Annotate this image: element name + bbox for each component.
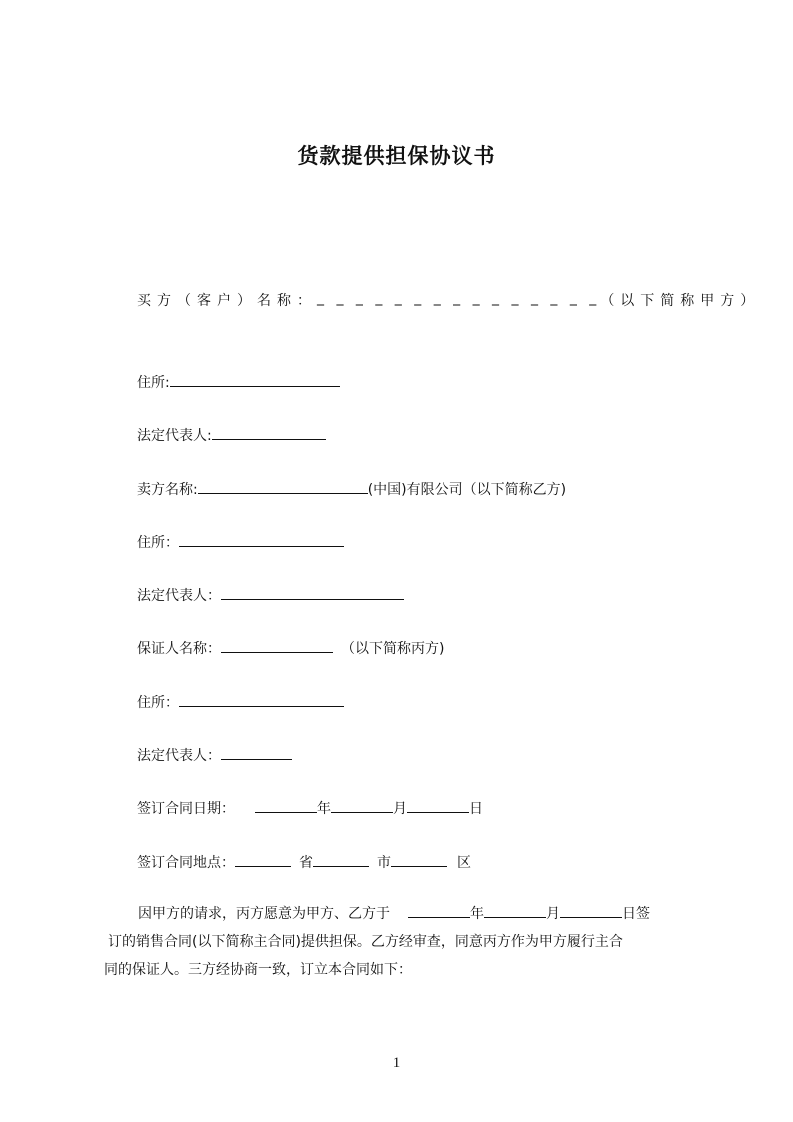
guarantor-rep-label: 法定代表人： [137, 748, 221, 764]
intro-paragraph [104, 900, 704, 984]
sign-month-unit: 月 [393, 801, 407, 817]
guarantor-rep-line [137, 744, 292, 766]
sign-province-blank [235, 851, 291, 867]
guarantor-name-label: 保证人名称： [137, 641, 221, 657]
main-contract-year-blank [408, 902, 470, 918]
seller-rep-blank [221, 584, 404, 600]
guarantor-rep-blank [221, 744, 292, 760]
buyer-name-blank: _ _ _ _ _ _ _ _ _ _ _ _ _ _ _ [317, 290, 601, 306]
main-contract-month-unit: 月 [546, 906, 560, 922]
guarantor-name-line [137, 637, 444, 659]
seller-alias: (中国)有限公司（以下简称乙方) [367, 482, 567, 498]
buyer-address-label: 住所: [137, 375, 170, 391]
sign-date-label: 签订合同日期： [137, 801, 235, 817]
sign-place-label: 签订合同地点： [137, 855, 235, 871]
seller-name-line [137, 478, 566, 500]
sign-year-unit: 年 [317, 801, 331, 817]
buyer-address-line [137, 371, 340, 393]
intro-line-3: 同的保证人。三方经协商一致，订立本合同如下： [104, 962, 412, 978]
seller-address-line [137, 531, 344, 553]
main-contract-day-unit: 日签 [622, 906, 650, 922]
document-title: 货款提供担保协议书 [297, 144, 496, 168]
sign-district-unit: 区 [457, 855, 471, 871]
guarantor-address-blank [179, 691, 344, 707]
sign-province-unit: 省 [299, 855, 313, 871]
main-contract-year-unit: 年 [470, 906, 484, 922]
sign-month-blank [331, 797, 393, 813]
seller-rep-line [137, 584, 404, 606]
guarantor-name-blank [221, 637, 333, 653]
sign-city-blank [313, 851, 369, 867]
sign-city-unit: 市 [377, 855, 391, 871]
buyer-address-blank [170, 371, 340, 387]
seller-address-label: 住所： [137, 535, 179, 551]
sign-district-blank [391, 851, 447, 867]
sign-day-unit: 日 [469, 801, 483, 817]
intro-line-2: 订的销售合同(以下简称主合同)提供担保。乙方经审查，同意丙方作为甲方履行主合 [108, 934, 623, 950]
seller-address-blank [179, 531, 344, 547]
buyer-name-label: 买方（客户）名称： [137, 293, 317, 309]
guarantor-address-label: 住所： [137, 695, 179, 711]
buyer-rep-label: 法定代表人: [137, 428, 212, 444]
buyer-alias: （以下简称甲方） [600, 293, 761, 309]
seller-rep-label: 法定代表人： [137, 588, 221, 604]
guarantor-alias: （以下简称丙方) [341, 641, 445, 657]
sign-year-blank [255, 797, 317, 813]
buyer-rep-line [137, 424, 326, 446]
intro-text: 因甲方的请求，丙方愿意为甲方、乙方于 [138, 906, 390, 922]
seller-name-label: 卖方名称: [137, 482, 198, 498]
seller-name-blank [198, 478, 368, 494]
page-number: 1 [392, 1055, 401, 1071]
buyer-rep-blank [212, 424, 326, 440]
sign-place-line [137, 851, 471, 873]
main-contract-day-blank [560, 902, 622, 918]
buyer-name-line [137, 290, 761, 310]
intro-line-1 [104, 900, 704, 928]
sign-date-line [137, 797, 483, 819]
guarantor-address-line [137, 691, 344, 713]
sign-day-blank [407, 797, 469, 813]
main-contract-month-blank [484, 902, 546, 918]
